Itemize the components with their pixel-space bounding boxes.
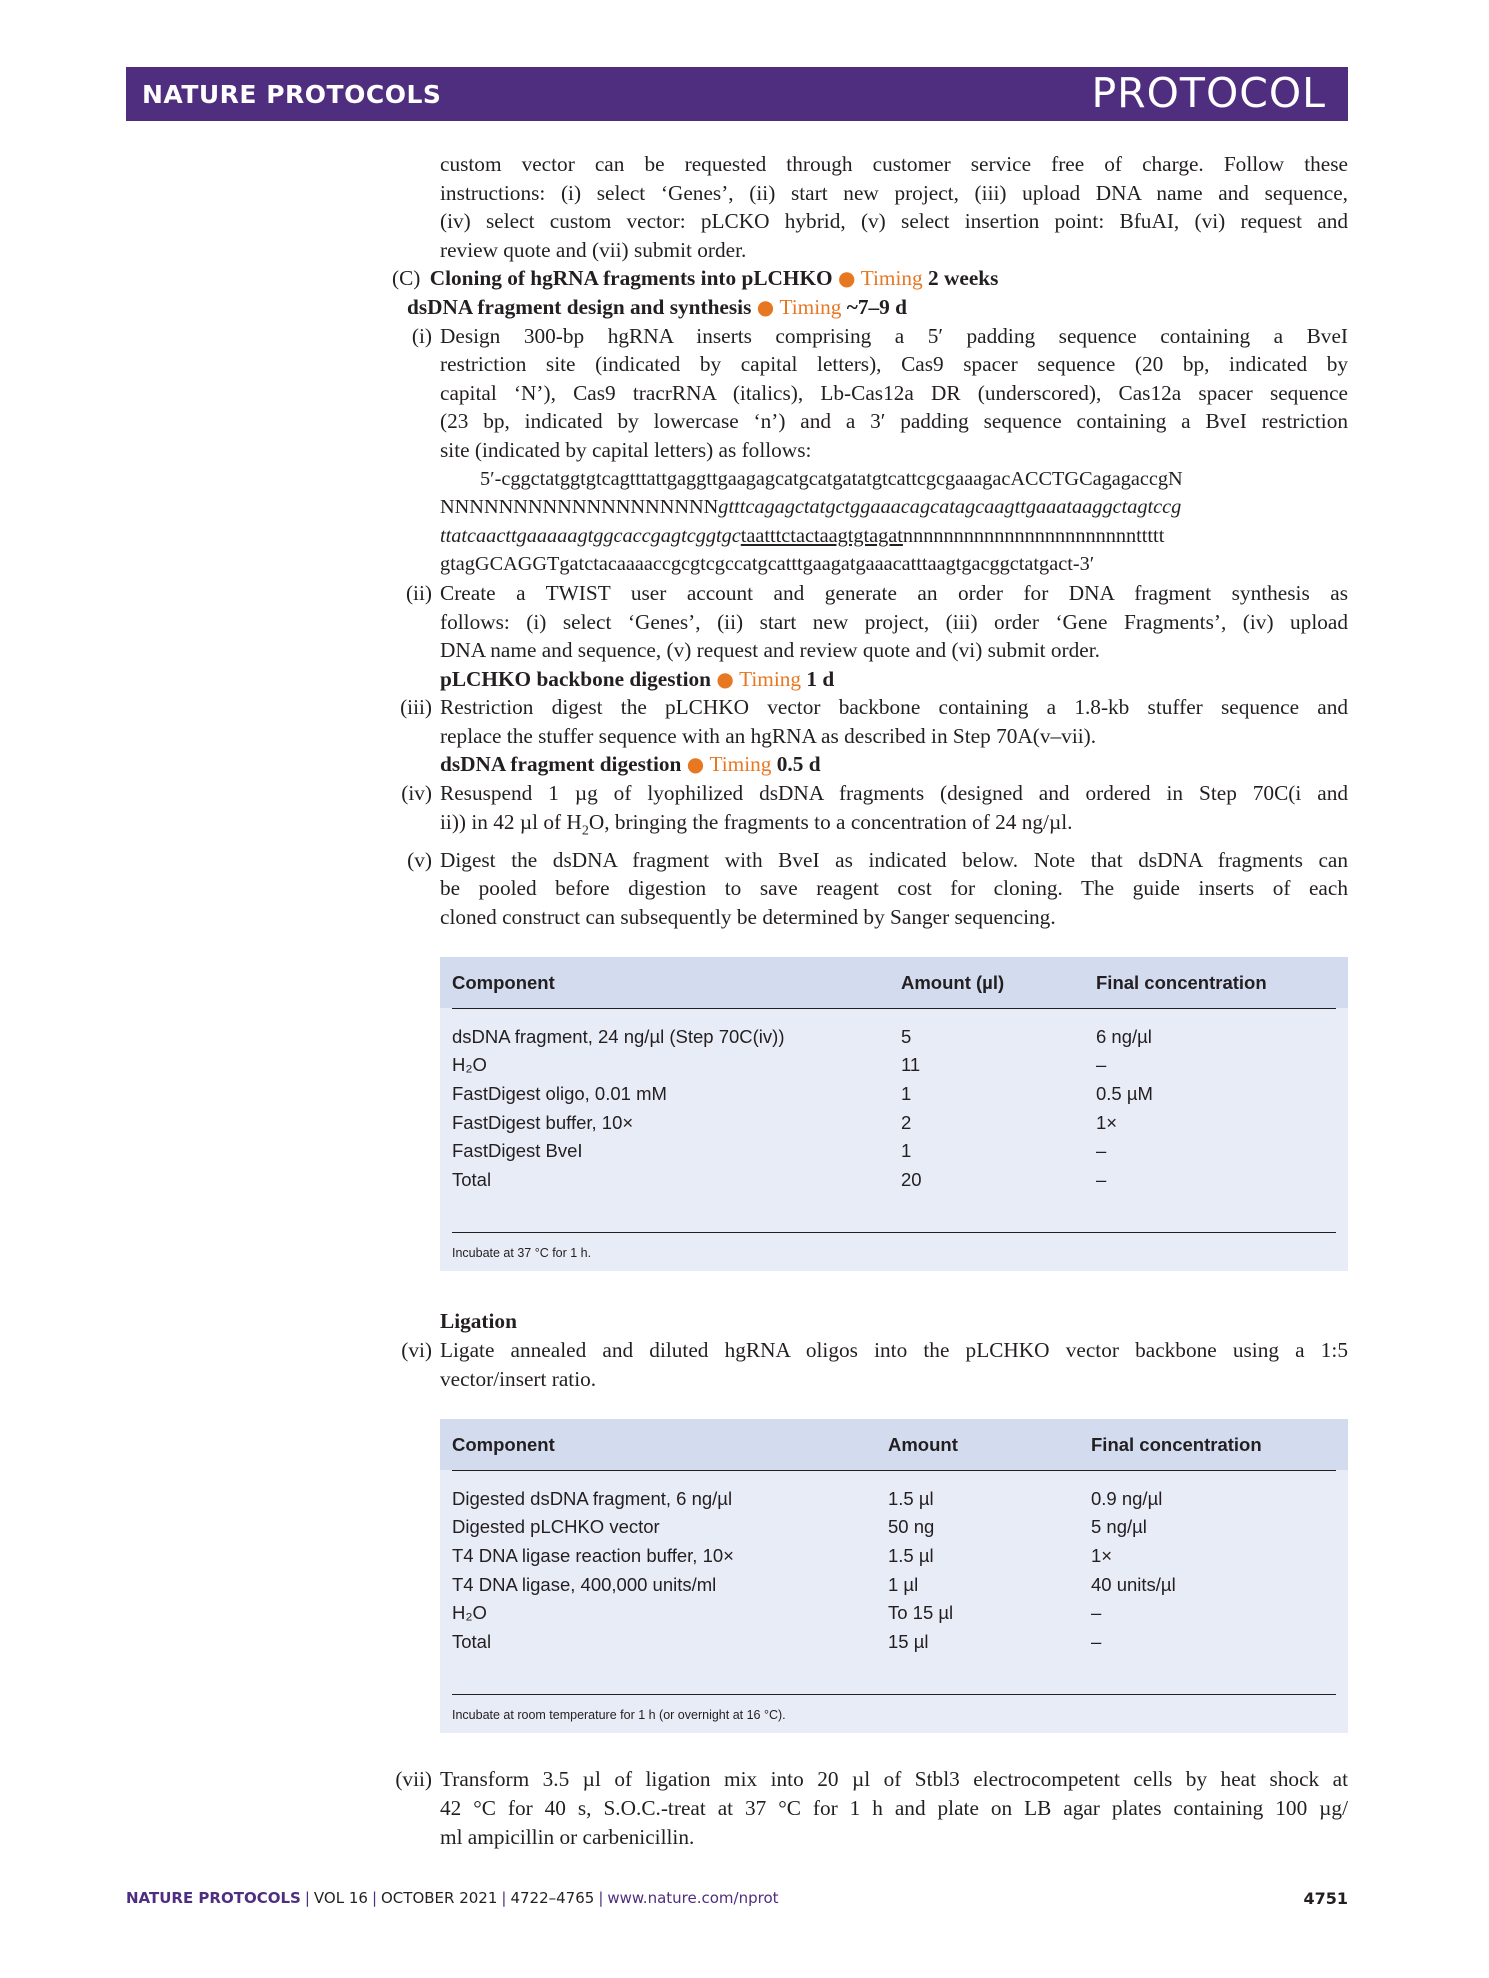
table-row: dsDNA fragment, 24 ng/µl (Step 70C(iv)) 5 6 ng/µl <box>452 1025 1152 1047</box>
article-type: PROTOCOL <box>1091 69 1326 117</box>
step-v: (v) Digest the dsDNA fragment with BveI as indicated below. Note that dsDNA fragments can be pooled before digestion to save reagent cost for cloning. The guide inserts of each cloned construct can subsequently be determined by Sanger sequencing. <box>407 847 1348 929</box>
table-row: H₂O To 15 µl – <box>452 1602 1102 1624</box>
footer-date: OCTOBER 2021 <box>381 1889 498 1907</box>
timing-dot-icon: ● <box>756 294 775 319</box>
table-row: Total 20 – <box>452 1168 1107 1190</box>
timing-dot-icon: ● <box>686 752 705 777</box>
table-row: Digested dsDNA fragment, 6 ng/µl 1.5 µl 0.9 ng/µl <box>452 1487 1163 1509</box>
journal-name: NATURE PROTOCOLS <box>142 80 442 109</box>
table-header: Component Amount (µl) Final concentration <box>440 957 1348 1008</box>
subheading-design-synthesis: dsDNA fragment design and synthesis ● Timing ~7–9 d <box>407 294 907 319</box>
page-footer: NATURE PROTOCOLS | VOL 16 | OCTOBER 2021 | 4722–4765 | www.nature.com/nprot 4751 <box>126 1889 1348 1908</box>
table-row: FastDigest oligo, 0.01 mM 1 0.5 µM <box>452 1083 1153 1105</box>
step-iii: (iii) Restriction digest the pLCHKO vector backbone containing a 1.8-kb stuffer sequence and replace the stuffer sequence with an hgRNA as described in Step 70A(v–vii). <box>400 695 1348 748</box>
step-i: (i) Design 300-bp hgRNA inserts comprising a 5′ padding sequence containing a BveI restriction site (indicated by capital letters), Cas9 spacer sequence (20 bp, indicated by capital ‘N’), Cas9 tracrRNA (italics), Lb-Cas12a DR (underscored), Cas12a spacer sequence (23 bp, indicated by lowercase ‘n’) and a 3′ padding sequence containing a BveI restriction site (indicated by capital letters) as follows: <box>411 323 1348 462</box>
footer-journal: NATURE PROTOCOLS <box>126 1889 301 1907</box>
step-vii: (vii) Transform 3.5 µl of ligation mix into 20 µl of Stbl3 electrocompetent cells by heat shock at 42 °C for 40 s, S.O.C.-treat at 37 °C for 1 h and plate on LB agar plates containing 100 µg/ ml ampicillin or carbenicillin. <box>395 1767 1348 1849</box>
step-vi: (vi) Ligate annealed and diluted hgRNA oligos into the pLCHKO vector backbone using a 1:5 vector/insert ratio. <box>401 1338 1348 1391</box>
table-row: T4 DNA ligase reaction buffer, 10× 1.5 µl 1× <box>452 1545 1113 1566</box>
table-row: T4 DNA ligase, 400,000 units/ml 1 µl 40 units/µl <box>452 1573 1176 1595</box>
table-header: Component Amount Final concentration <box>440 1419 1348 1470</box>
main-content <box>392 150 1348 1851</box>
table-row: FastDigest BveI 1 – <box>452 1140 1107 1162</box>
hgrna-sequence: 5′-cggctatggtgtcagtttattgaggttgaagagcatgcatgatatgtcattcgcgaaagacACCTGCagagaccgN NNNNNNNNNNNNNNNNNNNgtttcagagctatgctggaaacagcatagcaagttgaaataaggctagtccg ttatcaacttgaaaaagtggcaccgagtcggtgctaatttctactaagtgtagatnnnnnnnnnnnnnnnnnnnnnnnttttt gtagGCAGGTgatctacaaaaccgcgtcgccatgcatttgaagatgaaacatttaagtgacggctatgact-3′ <box>440 467 1183 576</box>
footer-url-link[interactable]: www.nature.com/nprot <box>607 1889 779 1907</box>
table-row: H₂O 11 – <box>452 1054 1107 1076</box>
page-number: 4751 <box>1303 1889 1348 1908</box>
ligation-table <box>440 1419 1348 1733</box>
table-row: FastDigest buffer, 10× 2 1× <box>452 1111 1118 1133</box>
step-iv: (iv) Resuspend 1 µg of lyophilized dsDNA fragments (designed and ordered in Step 70C(i and ii)) in 42 µl of $H_2O$, bringing the fragments to a concentration of 24 ng/µl. <box>401 781 1348 838</box>
table-footnote: Incubate at room temperature for 1 h (or overnight at 16 °C). <box>452 1708 786 1723</box>
subheading-ligation: Ligation <box>440 1309 517 1334</box>
journal-header-bar <box>126 67 1348 121</box>
footer-volume: VOL 16 <box>313 1889 368 1907</box>
digestion-table <box>440 957 1348 1271</box>
table-row: Total 15 µl – <box>452 1630 1102 1652</box>
intro-paragraph: custom vector can be requested through customer service free of charge. Follow these instructions: (i) select ‘Genes’, (ii) start new project, (iii) upload DNA name and sequence, (iv) select custom vector: pLCKO hybrid, (v) select insertion point: BfuAI, (vi) request and review quote and (vii) submit order. <box>440 152 1348 262</box>
timing-dot-icon: ● <box>716 666 734 691</box>
table-row: Digested pLCHKO vector 50 ng 5 ng/µl <box>452 1516 1147 1538</box>
section-c-heading: (C) Cloning of hgRNA fragments into pLCHKO ● Timing 2 weeks <box>392 266 999 291</box>
subheading-fragment-digestion: dsDNA fragment digestion ● Timing 0.5 d <box>440 752 821 777</box>
table-footnote: Incubate at 37 °C for 1 h. <box>452 1246 592 1261</box>
timing-dot-icon: ● <box>837 266 856 291</box>
footer-pages: 4722–4765 <box>510 1889 595 1907</box>
subheading-backbone-digestion: pLCHKO backbone digestion ● Timing 1 d <box>440 666 835 691</box>
step-ii: (ii) Create a TWIST user account and generate an order for DNA fragment synthesis as follows: (i) select ‘Genes’, (ii) start new project, (iii) order ‘Gene Fragments’, (iv) upload DNA name and sequence, (v) request and review quote and (vi) submit order. <box>405 580 1348 663</box>
